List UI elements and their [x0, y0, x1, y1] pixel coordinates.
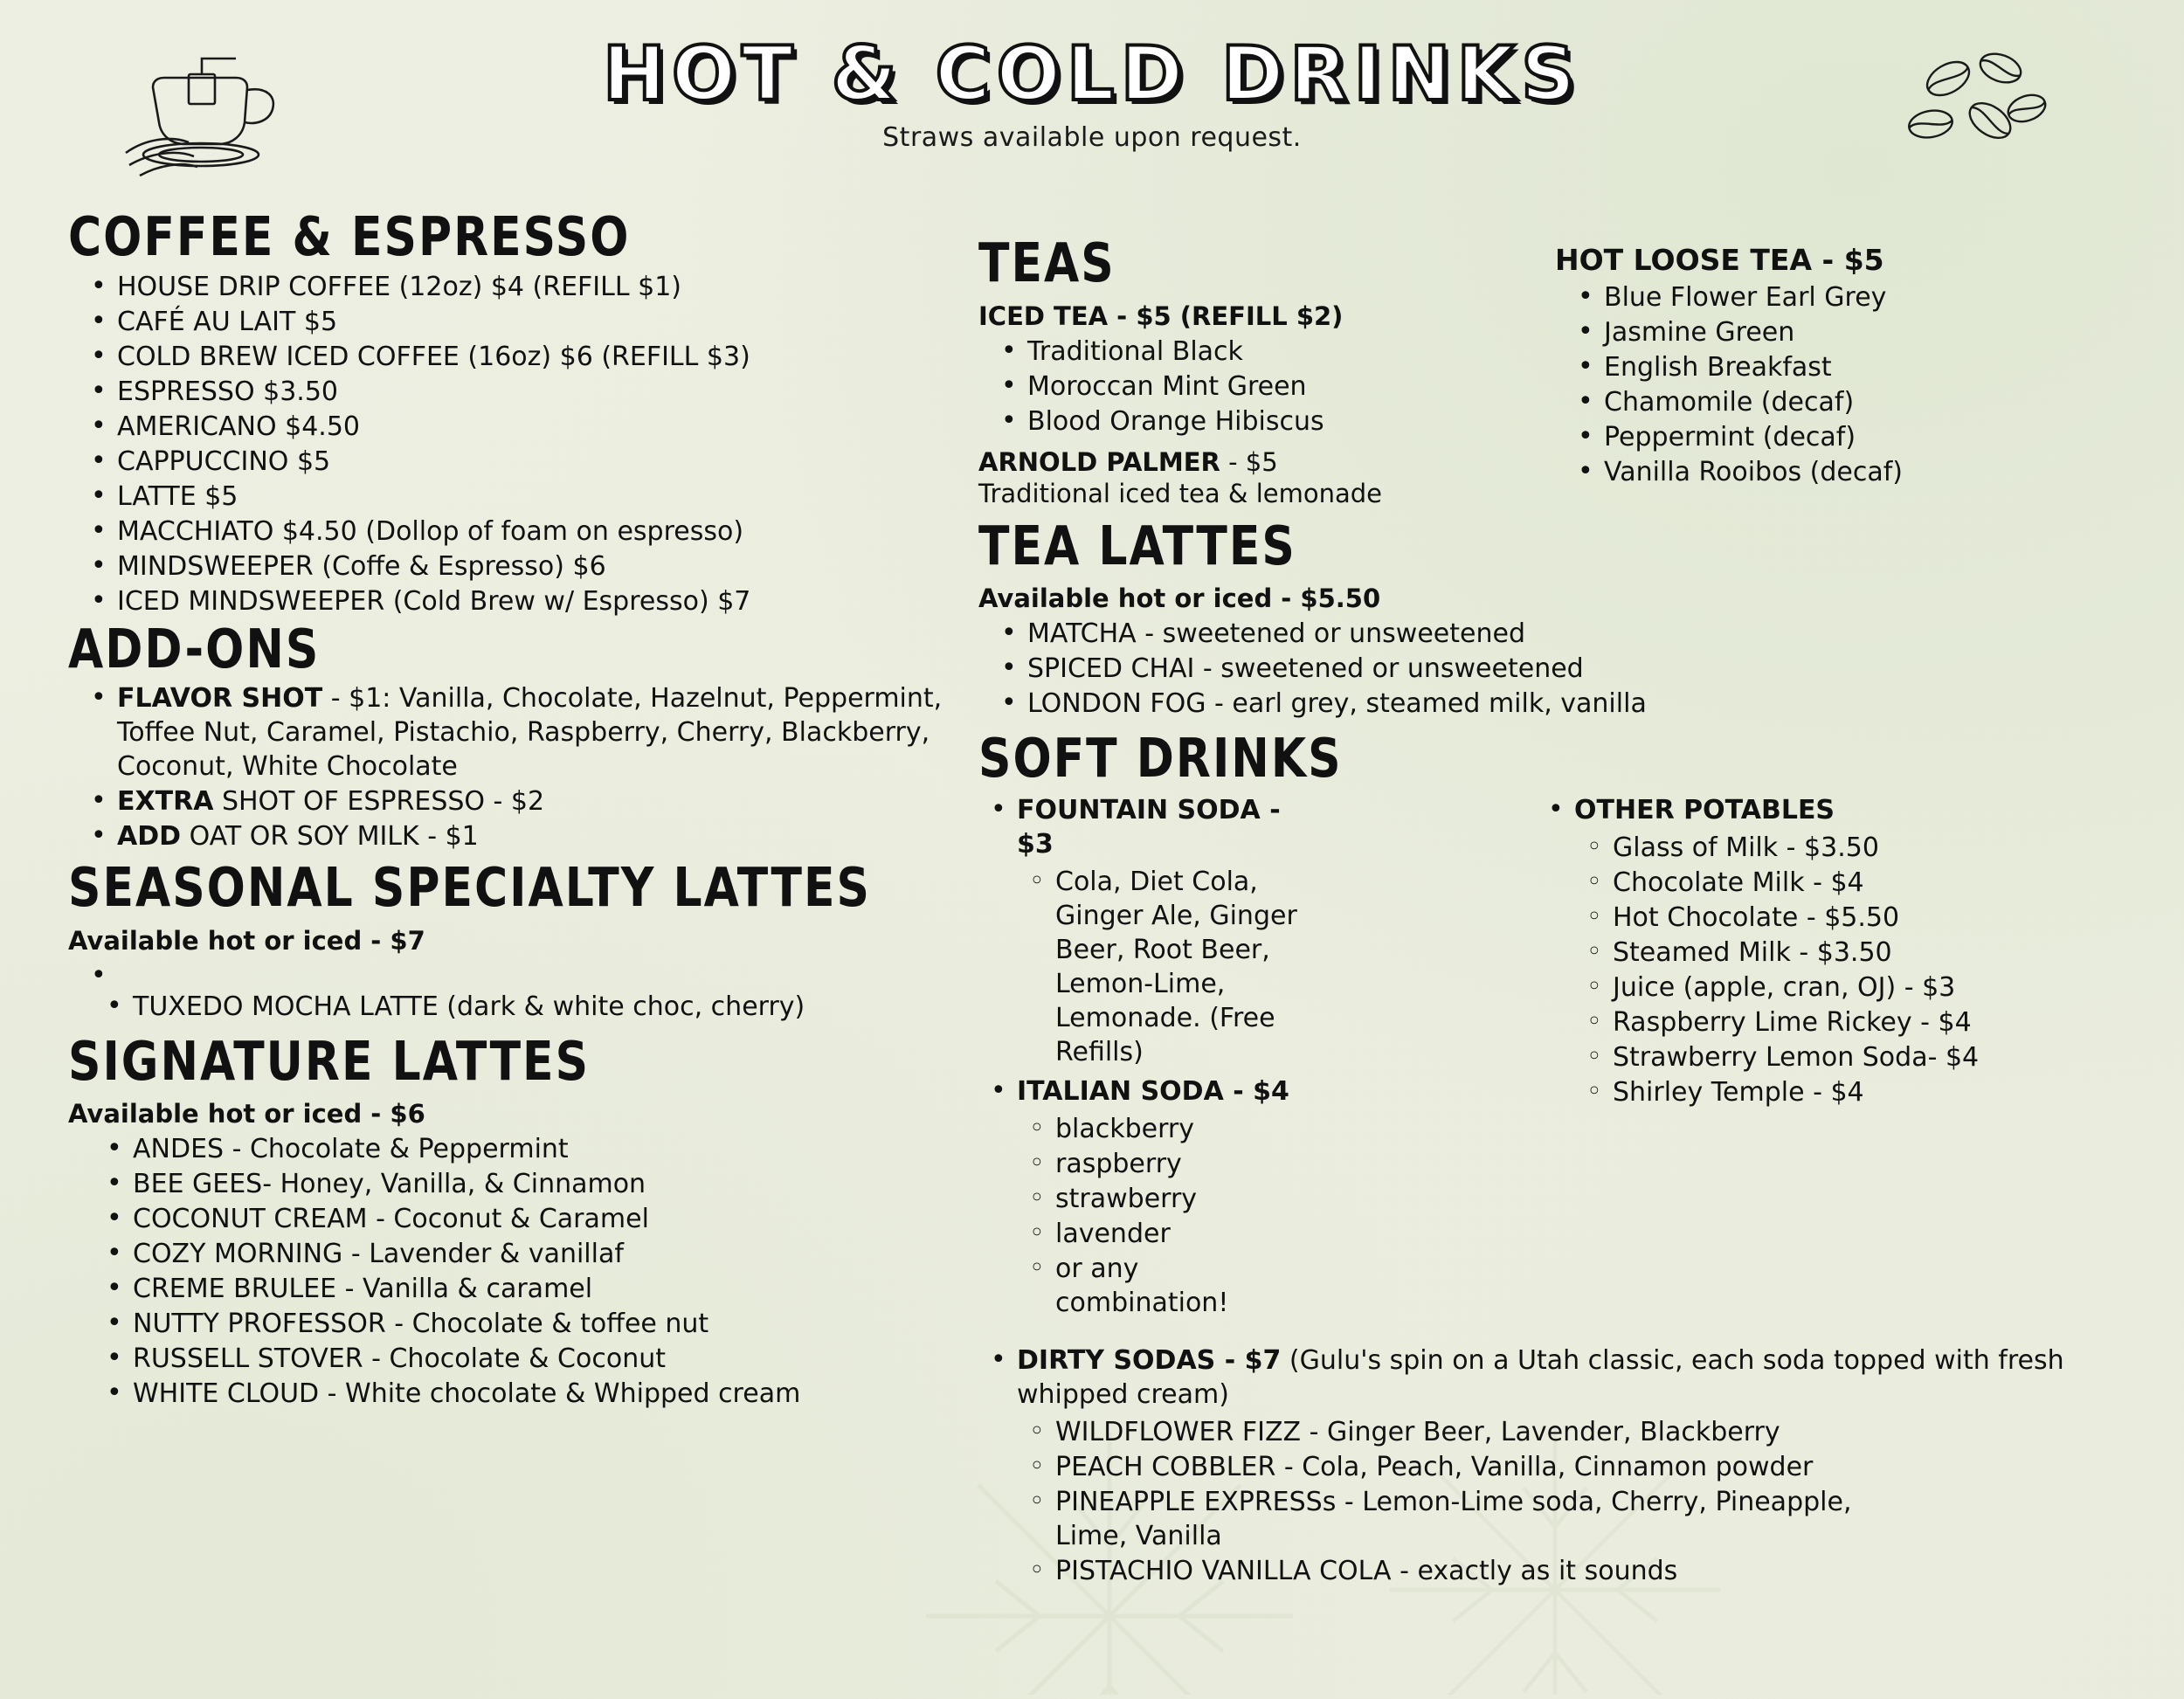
addon-extra-label: EXTRA [117, 786, 214, 818]
list-item: • ICED MINDSWEEPER (Cold Brew w/ Espresso) $7 [117, 584, 968, 618]
list-item [117, 819, 968, 853]
list-item: • Blue Flower Earl Grey [1604, 280, 2158, 314]
dirty-sodas-label-text: DIRTY SODAS - $7 [1017, 1344, 1282, 1376]
list-item: • MATCHA - sweetened or unsweetened [1027, 617, 1796, 651]
list-item: • LONDON FOG - earl grey, steamed milk, vanilla [1027, 687, 1796, 721]
list-item: • BEE GEES- Honey, Vanilla, & Cinnamon [133, 1167, 968, 1201]
section-tea-lattes-heading: TEA LATTES [978, 515, 1296, 578]
italian-soda-group [978, 1074, 1319, 1108]
coffee-espresso-list [68, 270, 968, 618]
list-item: • HOUSE DRIP COFFEE (12oz) $4 (REFILL $1) [117, 270, 968, 304]
list-item: ◦ or any combination! [1055, 1252, 1319, 1320]
iced-tea-list [978, 335, 1555, 439]
list-item: • Moroccan Mint Green [1027, 369, 1555, 404]
addon-add-label: ADD [117, 821, 182, 853]
list-item: • Vanilla Rooibos (decaf) [1604, 455, 2158, 489]
dirty-sodas-description: (Gulu's spin on a Utah classic, each soda topped with fresh whipped cream) [1017, 1344, 2064, 1410]
section-add-ons-heading: ADD-ONS [68, 618, 321, 681]
tea-lattes-list [978, 617, 1796, 721]
list-item: • SPICED CHAI - sweetened or unsweetened [1027, 652, 1796, 686]
left-column [68, 206, 968, 1412]
list-item: ◦ PISTACHIO VANILLA COLA - exactly as it sounds [1055, 1554, 2130, 1588]
seasonal-lattes-note: Available hot or iced - $7 [68, 925, 425, 956]
arnold-palmer-label [978, 447, 1555, 477]
dirty-sodas-group [978, 1343, 2091, 1412]
hot-loose-tea-list [1555, 280, 2158, 489]
other-potables-list [1536, 831, 2172, 1109]
seasonal-lattes-list [68, 959, 968, 1024]
page-title: HOT & COLD DRINKS [602, 31, 1582, 118]
list-item: • COZY MORNING - Lavender & vanillaf [133, 1237, 968, 1271]
list-item [117, 959, 968, 989]
list-item: • LATTE $5 [117, 480, 968, 514]
list-item: ◦ PINEAPPLE EXPRESSs - Lemon-Lime soda, Cherry, Pineapple, Lime, Vanilla [1055, 1485, 1929, 1553]
addon-flavor-shot-detail: - $1: Vanilla, Chocolate, Hazelnut, Peppermint, Toffee Nut, Caramel, Pistachio, Raspberry, Cherry, Blackberry, Coconut, White Chocolate [117, 683, 943, 783]
other-potables-label [1574, 793, 1911, 827]
list-item: ◦ Chocolate Milk - $4 [1613, 866, 2172, 900]
fountain-soda-group [978, 793, 1319, 861]
coffee-beans-icon [1896, 44, 2053, 166]
list-item: • TUXEDO MOCHA LATTE (dark & white choc, cherry) [133, 990, 968, 1024]
section-coffee-espresso-heading: COFFEE & ESPRESSO [68, 206, 631, 269]
list-item: • CAPPUCCINO $5 [117, 445, 968, 479]
list-item: • WHITE CLOUD - White chocolate & Whipped cream [133, 1377, 968, 1411]
list-item: • CAFÉ AU LAIT $5 [117, 305, 968, 339]
soft-drinks-right-subcolumn [1536, 790, 1980, 1321]
dirty-sodas-label [1017, 1343, 2091, 1412]
dirty-sodas-list [978, 1415, 2130, 1588]
italian-soda-flavors [978, 1112, 1319, 1320]
list-item: • Jasmine Green [1604, 315, 2158, 349]
list-item [117, 681, 968, 784]
right-column [1555, 243, 2158, 490]
list-item: ◦ blackberry [1055, 1112, 1319, 1146]
signature-lattes-note: Available hot or iced - $6 [68, 1099, 425, 1129]
arnold-palmer-price: - $5 [1220, 446, 1278, 477]
addon-extra-detail: SHOT OF ESPRESSO - $2 [213, 786, 545, 818]
list-item: • Traditional Black [1027, 335, 1555, 369]
header-subtitle: Straws available upon request. [882, 122, 1302, 154]
fountain-soda-label [1017, 793, 1319, 861]
list-item: ◦ Cola, Diet Cola, Ginger Ale, Ginger Beer, Root Beer, Lemon-Lime, Lemonade. (Free Refills) [1055, 865, 1319, 1069]
list-item: • COCONUT CREAM - Coconut & Caramel [133, 1202, 968, 1236]
list-item: ◦ WILDFLOWER FIZZ - Ginger Beer, Lavender, Blackberry [1055, 1415, 2130, 1449]
list-item: ◦ Juice (apple, cran, OJ) - $3 [1613, 970, 2172, 1005]
list-item: • Blood Orange Hibiscus [1027, 404, 1555, 439]
soft-drinks-columns [978, 790, 1980, 1321]
addon-add-detail: OAT OR SOY MILK - $1 [181, 821, 479, 853]
arnold-palmer-description: Traditional iced tea & lemonade [978, 478, 1383, 508]
section-seasonal-lattes-heading: SEASONAL SPECIALTY LATTES [68, 857, 871, 920]
list-item: ◦ raspberry [1055, 1147, 1319, 1181]
italian-soda-label-text: ITALIAN SODA - $4 [1017, 1075, 1289, 1107]
list-item: ◦ PEACH COBBLER - Cola, Peach, Vanilla, Cinnamon powder [1055, 1450, 2130, 1484]
list-item: ◦ Strawberry Lemon Soda- $4 [1613, 1040, 2172, 1074]
list-item: • ANDES - Chocolate & Peppermint [133, 1132, 968, 1166]
list-item: • NUTTY PROFESSOR - Chocolate & toffee nut [133, 1307, 968, 1341]
soft-drinks-left-subcolumn [978, 790, 1319, 1321]
list-item [117, 784, 968, 818]
add-ons-list [68, 681, 968, 853]
other-potables-group [1536, 793, 1911, 827]
list-item: • COLD BREW ICED COFFEE (16oz) $6 (REFILL $3) [117, 340, 968, 374]
section-signature-lattes-heading: SIGNATURE LATTES [68, 1031, 591, 1094]
list-item: • AMERICANO $4.50 [117, 410, 968, 444]
list-item: • English Breakfast [1604, 350, 2158, 384]
list-item: ◦ Steamed Milk - $3.50 [1613, 936, 2172, 970]
list-item: ◦ lavender [1055, 1217, 1319, 1251]
fountain-soda-label-text: FOUNTAIN SODA - $3 [1017, 794, 1281, 860]
list-item: • Peppermint (decaf) [1604, 420, 2158, 454]
list-item: • Chamomile (decaf) [1604, 385, 2158, 419]
list-item: • ESPRESSO $3.50 [117, 375, 968, 409]
list-item: • RUSSELL STOVER - Chocolate & Coconut [133, 1342, 968, 1376]
fountain-soda-flavors [978, 865, 1319, 1069]
list-item: • MINDSWEEPER (Coffe & Espresso) $6 [117, 549, 968, 584]
section-teas-heading: TEAS [978, 232, 1116, 295]
arnold-palmer-name: ARNOLD PALMER [978, 446, 1220, 477]
italian-soda-label [1017, 1074, 1319, 1108]
list-item: ◦ Glass of Milk - $3.50 [1613, 831, 2172, 865]
list-item: ◦ Hot Chocolate - $5.50 [1613, 901, 2172, 935]
signature-lattes-list [68, 1132, 968, 1411]
tea-cup-icon [105, 48, 306, 188]
menu-header [0, 31, 2184, 154]
list-item: • CREME BRULEE - Vanilla & caramel [133, 1272, 968, 1306]
iced-tea-label: ICED TEA - $5 (REFILL $2) [978, 300, 1344, 331]
tea-lattes-note: Available hot or iced - $5.50 [978, 584, 1381, 614]
list-item: • MACCHIATO $4.50 (Dollop of foam on espresso) [117, 515, 968, 549]
list-item: ◦ Shirley Temple - $4 [1613, 1075, 2172, 1109]
list-item: ◦ Raspberry Lime Rickey - $4 [1613, 1005, 2172, 1039]
hot-loose-tea-heading: HOT LOOSE TEA - $5 [1555, 243, 1884, 277]
section-soft-drinks-heading: SOFT DRINKS [978, 728, 1343, 791]
addon-flavor-shot-label: FLAVOR SHOT [117, 683, 323, 715]
list-item: ◦ strawberry [1055, 1182, 1319, 1216]
other-potables-label-text: OTHER POTABLES [1574, 794, 1835, 825]
